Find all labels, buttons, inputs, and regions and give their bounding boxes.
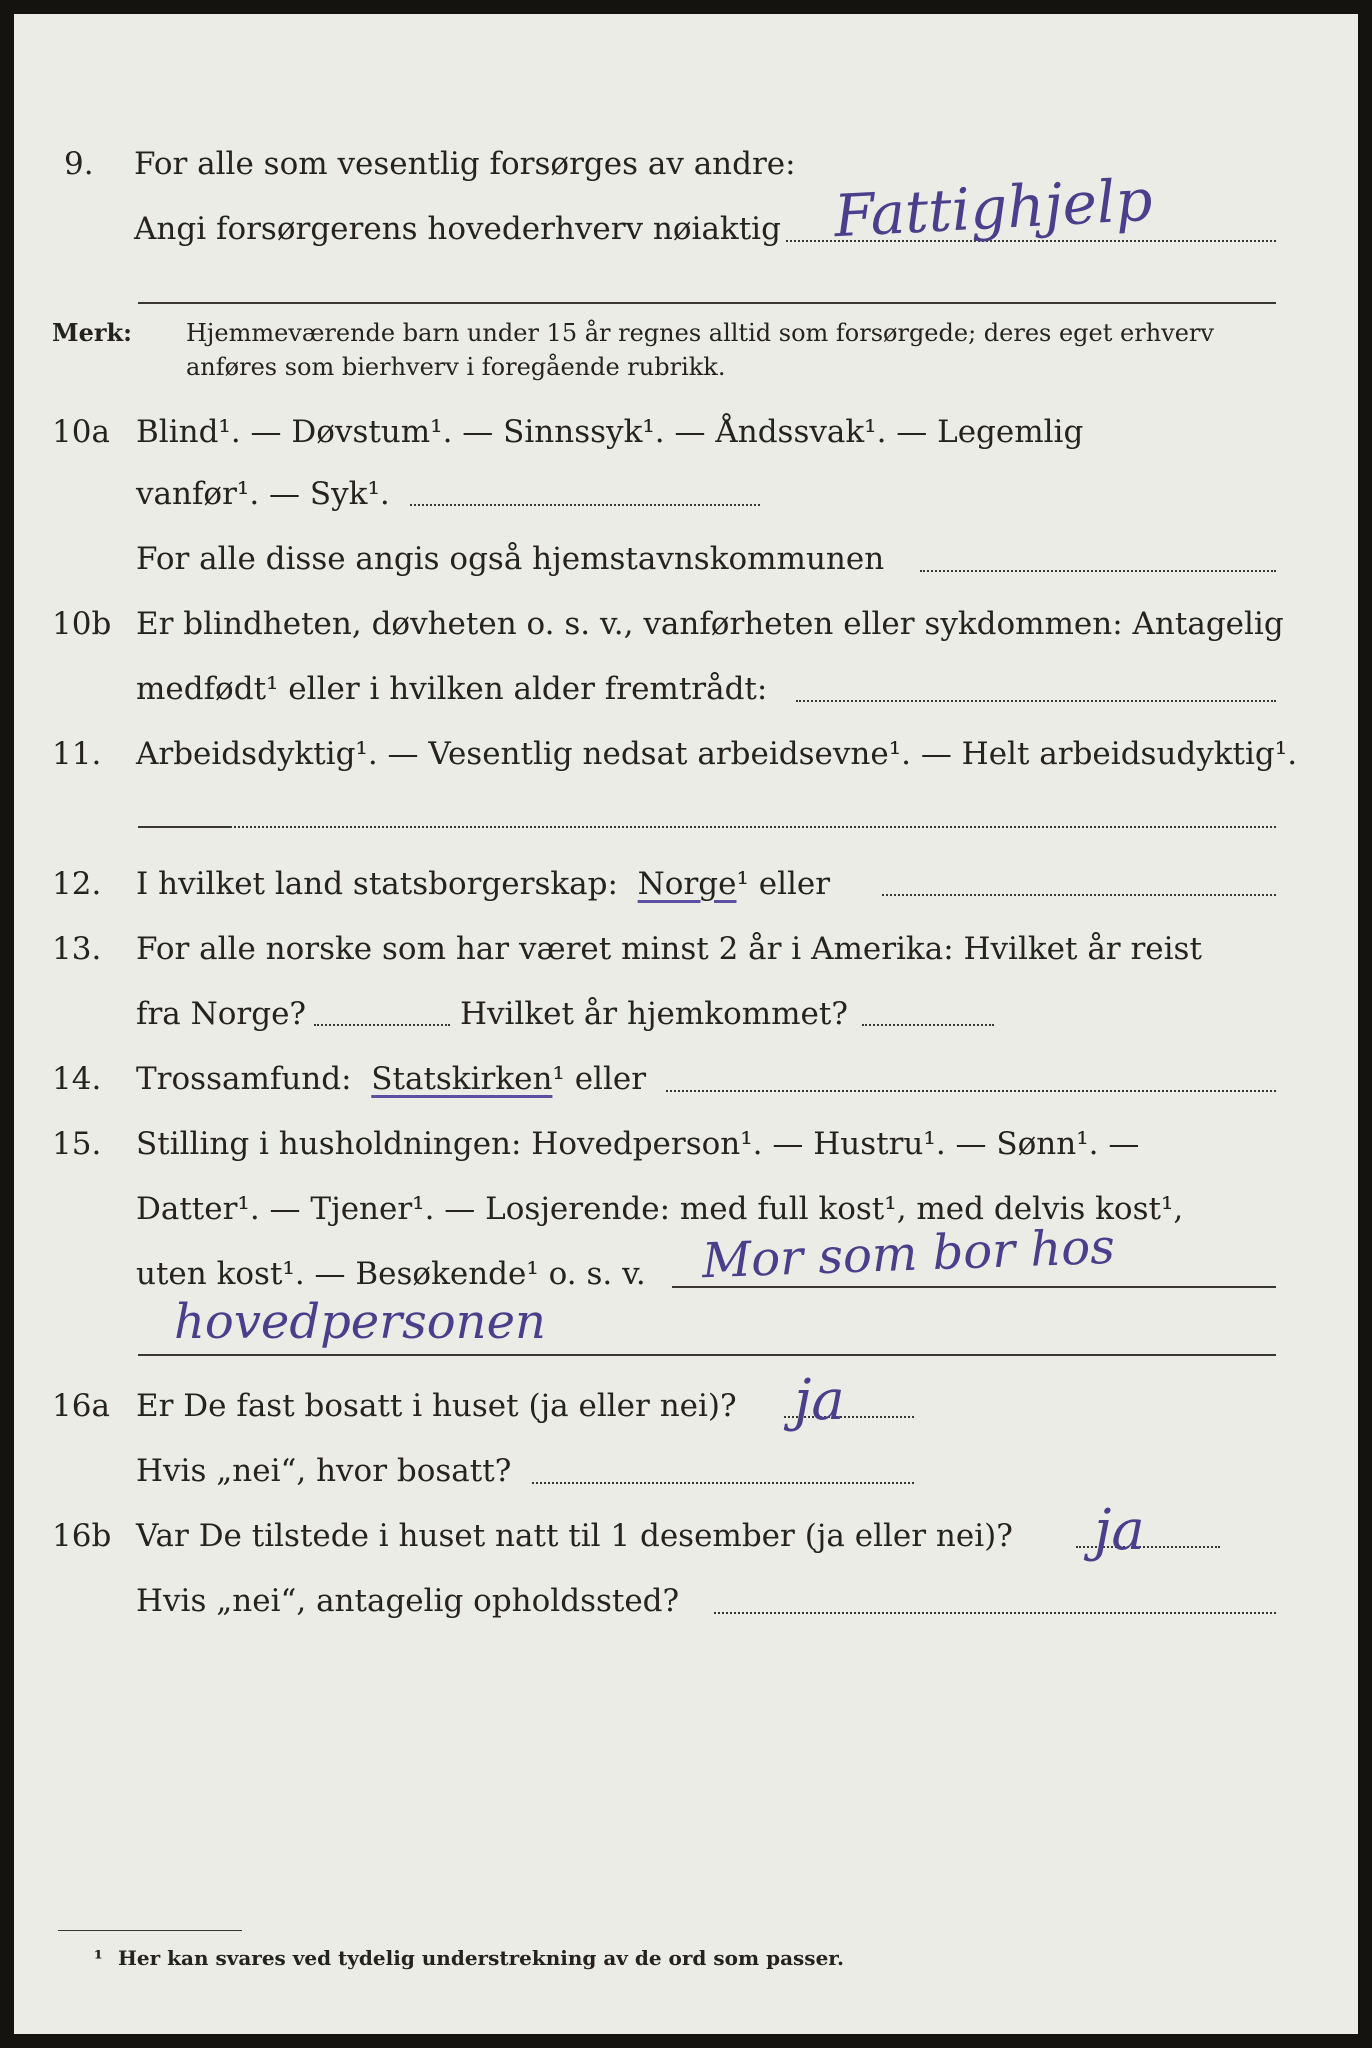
footnote-text: Her kan svares ved tydelig understrekning av de ord som passer. [118, 1946, 844, 1970]
q12-eller: ¹ eller [736, 866, 831, 902]
footnote-separator [58, 1930, 242, 1931]
q9-handwritten-answer: Fattighjelp [832, 165, 1155, 251]
q13-reist-line [314, 1024, 450, 1026]
q12-answer-line [882, 894, 1276, 896]
q11-blank-line [234, 826, 1276, 828]
q13-hjemkommet-line [862, 1024, 994, 1026]
q14-answer-line [666, 1090, 1276, 1092]
q16a-text-line2: Hvis „nei“, hvor bosatt? [136, 1453, 512, 1489]
merk-text-line2: anføres som bierhverv i foregående rubrikk. [186, 353, 726, 381]
q10a-text-line1: Blind¹. — Døvstum¹. — Sinnssyk¹. — Åndssvak¹. — Legemlig [136, 414, 1084, 450]
q15-text-line3: uten kost¹. — Besøkende¹ o. s. v. [136, 1256, 646, 1292]
census-form-page [14, 14, 1358, 2034]
q10a-answer-line [410, 504, 760, 506]
q15-answer-line2 [138, 1354, 1276, 1356]
q10a-hjemstavn-line [920, 570, 1276, 572]
q14-eller: ¹ eller [552, 1061, 647, 1097]
q12-number: 12. [52, 866, 102, 902]
q11-text-line1: Arbeidsdyktig¹. — Vesentlig nedsat arbeidsevne¹. — Helt arbeidsudyktig¹. [136, 736, 1298, 772]
q10a-text-line2: vanfør¹. — Syk¹. [136, 476, 390, 512]
q10b-text-line1: Er blindheten, døvheten o. s. v., vanførheten eller sykdommen: Antagelig [136, 606, 1284, 642]
q16b-text-line1: Var De tilstede i huset natt til 1 desember (ja eller nei)? [136, 1518, 1013, 1554]
q11-blank-line-left [138, 826, 232, 828]
q16b-opholdssted-line [714, 1612, 1276, 1614]
q9-blank-line [138, 302, 1276, 304]
q12-label: I hvilket land statsborgerskap: [136, 866, 618, 902]
q16a-handwritten-answer: ja [794, 1368, 845, 1433]
q10b-text-line2: medfødt¹ eller i hvilken alder fremtrådt: [136, 671, 768, 707]
q14-text [136, 1061, 646, 1097]
q10b-number: 10b [52, 606, 112, 642]
q13-text-line2a: fra Norge? [136, 996, 307, 1032]
q14-statskirken-option: Statskirken [371, 1061, 553, 1097]
q13-number: 13. [52, 931, 102, 967]
q9-number: 9. [64, 146, 94, 182]
q15-handwritten-answer-line1: Mor som bor hos [701, 1218, 1116, 1290]
q13-text-line1: For alle norske som har været minst 2 år i Amerika: Hvilket år reist [136, 931, 1202, 967]
q16a-number: 16a [52, 1388, 110, 1424]
q11-number: 11. [52, 736, 102, 772]
q16a-text-line1: Er De fast bosatt i huset (ja eller nei)? [136, 1388, 737, 1424]
q10a-number: 10a [52, 414, 110, 450]
q15-text-line2: Datter¹. — Tjener¹. — Losjerende: med full kost¹, med delvis kost¹, [136, 1191, 1184, 1227]
q14-label: Trossamfund: [136, 1061, 352, 1097]
q9-text-line1: For alle som vesentlig forsørges av andre: [134, 146, 796, 182]
q12-norge-option: Norge [637, 866, 737, 902]
q15-text-line1: Stilling i husholdningen: Hovedperson¹. — Hustru¹. — Sønn¹. — [136, 1126, 1140, 1162]
q9-text-line2: Angi forsørgerens hovederhverv nøiaktig [134, 211, 781, 247]
q15-handwritten-answer-line2: hovedpersonen [174, 1294, 546, 1350]
q10a-text-line3: For alle disse angis også hjemstavnskommunen [136, 541, 885, 577]
q14-number: 14. [52, 1061, 102, 1097]
merk-label: Merk: [52, 318, 132, 347]
q16b-handwritten-answer: ja [1094, 1498, 1145, 1563]
q10b-answer-line [796, 700, 1276, 702]
footnote-mark: ¹ [94, 1946, 103, 1970]
q16b-number: 16b [52, 1518, 112, 1554]
q16b-text-line2: Hvis „nei“, antagelig opholdssted? [136, 1583, 680, 1619]
q16a-bosatt-line [532, 1482, 914, 1484]
q12-text [136, 866, 830, 902]
q15-number: 15. [52, 1126, 102, 1162]
q13-text-line2b: Hvilket år hjemkommet? [460, 996, 848, 1032]
merk-text-line1: Hjemmeværende barn under 15 år regnes alltid som forsørgede; deres eget erhverv [186, 319, 1214, 347]
